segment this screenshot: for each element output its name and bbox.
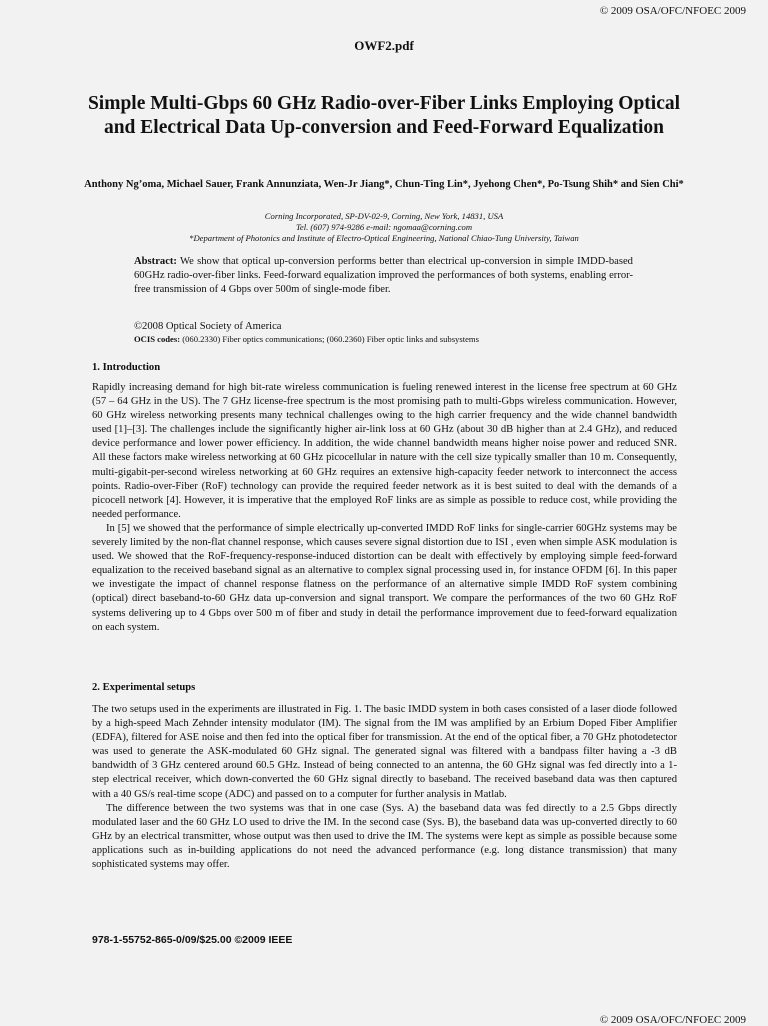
file-name: OWF2.pdf bbox=[354, 38, 414, 53]
section-heading: 2. Experimental setups bbox=[92, 682, 196, 693]
section-body bbox=[92, 381, 677, 635]
paper-title: Simple Multi-Gbps 60 GHz Radio-over-Fiber Links Employing Optical and Electrical Data Up-conversion and Feed-Forward Equalization bbox=[87, 93, 681, 138]
paragraph: The two setups used in the experiments are illustrated in Fig. 1. The basic IMDD system in both cases consisted of a laser diode followed by a high-speed Mach Zehnder intensity modulator (IM). The signal from the IM was amplified by an Erbium Doped Fiber Amplifier (EDFA), filtered for ASE noise and then fed into the optical fiber for transmission. At the end of the optical fiber, a 70 GHz photodetector was used to generate the ASK-modulated 60 GHz signal. The generated signal was filtered with a bandpass filter having a -3 dB bandwidth of 3 GHz centered around 60.5 GHz. Instead of being connected to an antenna, the 60 GHz signal was fed directly into a 1-step electrical receiver, which down-converted the 60 GHz signal directly to baseband. The received baseband data was then captured with a 40 GS/s real-time scope (ADC) and passed on to a computer for further analysis in Matlab. bbox=[92, 704, 677, 800]
abstract-text: We show that optical up-conversion performs better than electrical up-conversion in simple IMDD-based 60GHz radio-over-fiber links. Feed-forward equalization improved the performances of both systems, enabling error-free transmission of 4 Gbps over 500m of single-mode fiber. bbox=[134, 256, 633, 295]
header-copyright: © 2009 OSA/OFC/NFOEC 2009 bbox=[599, 5, 746, 17]
section-body bbox=[92, 703, 677, 872]
author-list: Anthony Ng’oma, Michael Sauer, Frank Annunziata, Wen-Jr Jiang*, Chun-Ting Lin*, Jyehong Chen*, Po-Tsung Shih* and Sien Chi* bbox=[84, 179, 684, 190]
section-heading: 1. Introduction bbox=[92, 362, 161, 373]
affiliation-line: Tel. (607) 974-9286 e-mail: ngomaa@corning.com bbox=[295, 222, 473, 232]
footer-copyright: © 2009 OSA/OFC/NFOEC 2009 bbox=[599, 1014, 746, 1026]
isbn-line: 978-1-55752-865-0/09/$25.00 ©2009 IEEE bbox=[92, 934, 293, 946]
ocis-text: (060.2330) Fiber optics communications; (060.2360) Fiber optic links and subsystems bbox=[182, 334, 479, 344]
abstract-label: Abstract: bbox=[134, 256, 177, 267]
affiliation-line: *Department of Photonics and Institute of Electro-Optical Engineering, National Chiao-Tung University, Taiwan bbox=[189, 233, 579, 243]
ocis-codes bbox=[134, 334, 654, 345]
paragraph: In [5] we showed that the performance of simple electrically up-converted IMDD RoF links for single-carrier 60GHz systems may be severely limited by the non-flat channel response, which causes severe signal distortion due to ISI , even when simple ASK modulation is used. We showed that the RoF-frequency-response-induced distortion can be dealt with effectively by employing simple feed-forward equalization to the received baseband signal as an alternative to complex signal processing used in, for instance OFDM [6]. In this paper we investigate the impact of channel response flatness on the performance of an alternative simple IMDD RoF system combining (optical) direct baseband-to-60 GHz data up-conversion and signal transport. We compare the performances of the two 60 GHz RoF systems delivering up to 4 Gbps over 500 m of fiber and study in detail the performance improvement due to feed-forward equalization on each system. bbox=[92, 522, 677, 633]
ocis-label: OCIS codes: bbox=[134, 334, 181, 344]
paragraph: The difference between the two systems was that in one case (Sys. A) the baseband data was fed directly to a 2.5 Gbps directly modulated laser and the 60 GHz LO used to drive the IM. In the second case (Sys. B), the baseband data was up-converted directly to 60 GHz by an electrical transmitter, whose output was then used to drive the IM. The systems were kept as simple as possible because some applications such as in-building applications do not need the advanced performance (e.g. long distance transmission) that many sophisticated systems may offer. bbox=[92, 802, 677, 871]
paragraph: Rapidly increasing demand for high bit-rate wireless communication is fueling renewed interest in the license free spectrum at 60 GHz (57 – 64 GHz in the US). The 7 GHz license-free spectrum is the most promising path to multi-Gbps wireless communication. However, 60 GHz wireless networking presents many technical challenges owing to the high carrier frequency and the wide channel bandwidth used [1]–[3]. The challenges include the significantly higher air-link loss at 60 GHz (about 30 dB higher than at 2.4 GHz), and reduced device performance and lower power efficiency. In addition, the wide channel bandwidth means higher noise power and reduced SNR. All these factors make wireless networking at 60 GHz picocellular in nature with the cell size typically smaller than 10 m. Consequently, multi-gigabit-per-second wireless networking at 60 GHz requires an extensive high-capacity feeder network to interconnect the access points. Radio-over-Fiber (RoF) technology can provide the required feeder network as it is best suited to deal with the demands of a picocell network [4]. However, it is imperative that the employed RoF links are as simple as possible to reduce cost, while providing the needed performance. bbox=[92, 382, 677, 520]
osa-copyright: ©2008 Optical Society of America bbox=[134, 321, 282, 332]
affiliation-line: Corning Incorporated, SP-DV-02-9, Corning, New York, 14831, USA bbox=[264, 211, 504, 221]
affiliations bbox=[60, 211, 708, 244]
abstract bbox=[134, 255, 633, 297]
